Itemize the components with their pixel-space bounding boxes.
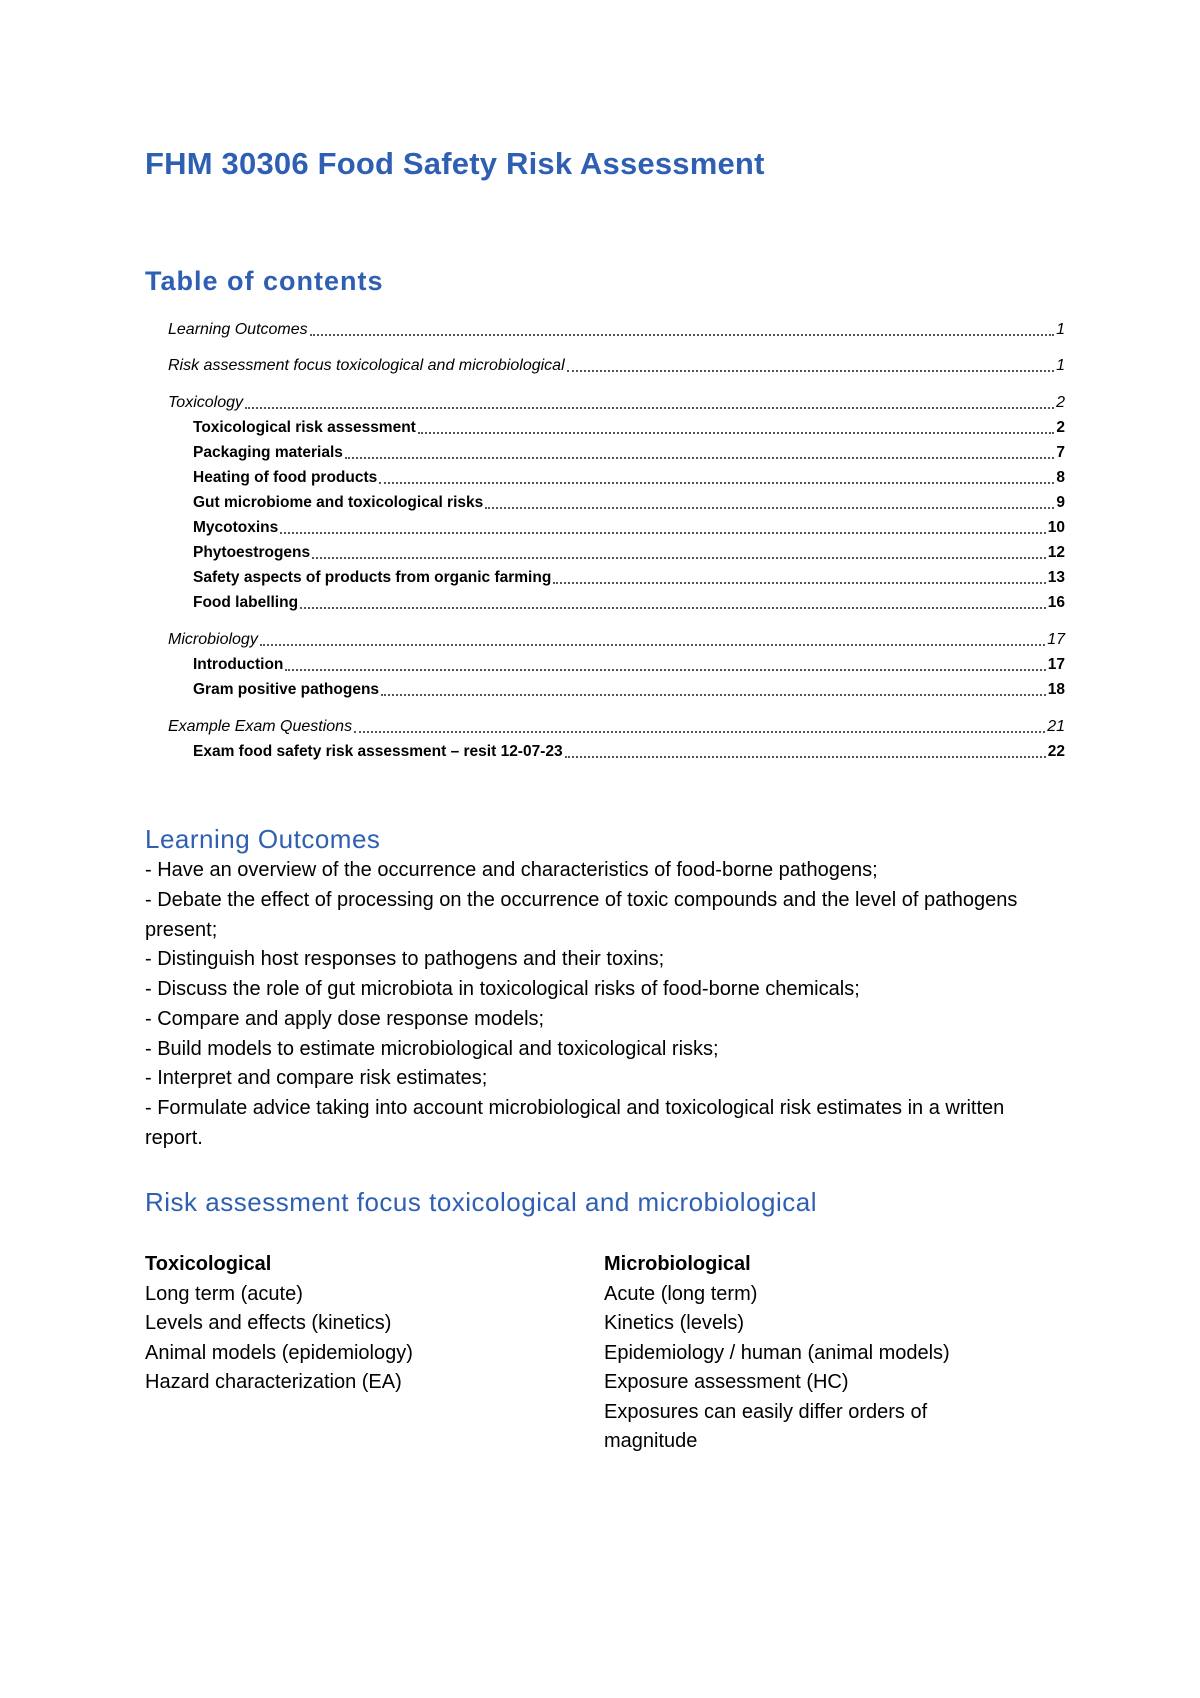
microbiological-line: Kinetics (levels) xyxy=(604,1312,745,1334)
toc-entry-page: 10 xyxy=(1047,519,1065,536)
toxicological-line: Long term (acute) xyxy=(145,1282,303,1305)
learning-outcome-item: - Discuss the role of gut microbiota in toxicological risks of food-borne chemicals; xyxy=(145,978,860,1000)
document-title: FHM 30306 Food Safety Risk Assessment xyxy=(145,146,765,181)
toc-entry-food-labelling[interactable] xyxy=(193,592,1065,614)
toc-leader-dots xyxy=(245,407,1054,409)
toxicological-line: Hazard characterization (EA) xyxy=(145,1371,402,1393)
toc-entry-page: 12 xyxy=(1047,544,1065,561)
toc-entry-heating-of-food-products[interactable] xyxy=(193,467,1065,489)
learning-outcome-item: - Formulate advice taking into account microbiological and toxicological risk estimates in a written report. xyxy=(145,1097,1005,1149)
microbiological-line: Exposure assessment (HC) xyxy=(604,1371,849,1393)
toc-leader-dots xyxy=(553,582,1045,584)
toxicological-title: Toxicological xyxy=(145,1253,272,1275)
toc-leader-dots xyxy=(312,557,1046,559)
toc-leader-dots xyxy=(280,532,1045,534)
toc-leader-dots xyxy=(300,607,1046,609)
toc-entry-page: 16 xyxy=(1047,594,1065,611)
toc-entry-label: Packaging materials xyxy=(193,444,343,461)
toc-entry-page: 9 xyxy=(1056,494,1065,511)
toc-entry-phytoestrogens[interactable] xyxy=(193,542,1065,564)
risk-focus-heading: Risk assessment focus toxicological and microbiological xyxy=(145,1187,818,1217)
toc-entry-toxicological-risk-assessment[interactable] xyxy=(193,417,1065,439)
toc-entry-label: Microbiology xyxy=(168,631,258,648)
microbiological-column xyxy=(604,1250,1024,1457)
toc-entry-label: Exam food safety risk assessment – resit 12-07-23 xyxy=(193,743,563,760)
toc-entry-gram-positive-pathogens[interactable] xyxy=(193,679,1065,701)
toc-leader-dots xyxy=(310,334,1054,336)
toc-entry-label: Gut microbiome and toxicological risks xyxy=(193,494,484,511)
toc-entry-page: 1 xyxy=(1056,321,1065,338)
toc-leader-dots xyxy=(260,644,1045,646)
toc-entry-gut-microbiome[interactable] xyxy=(193,492,1065,514)
toc-leader-dots xyxy=(567,370,1054,372)
toc-leader-dots xyxy=(418,432,1055,434)
toc-leader-dots xyxy=(285,669,1045,671)
toc-leader-dots xyxy=(381,694,1046,696)
toc-entry-label: Toxicology xyxy=(168,394,244,411)
toc-entry-organic-farming[interactable] xyxy=(193,567,1065,589)
toc-leader-dots xyxy=(565,756,1046,758)
learning-outcome-item: - Build models to estimate microbiological and toxicological risks; xyxy=(145,1038,719,1060)
learning-outcome-item: - Distinguish host responses to pathogens and their toxins; xyxy=(145,948,665,970)
microbiological-line: Acute (long term) xyxy=(604,1282,758,1305)
toc-entry-page: 1 xyxy=(1056,357,1065,374)
toc-entry-packaging-materials[interactable] xyxy=(193,442,1065,464)
toc-entry-label: Food labelling xyxy=(193,594,299,611)
toc-entry-label: Example Exam Questions xyxy=(168,718,353,735)
toc-leader-dots xyxy=(485,507,1054,509)
toc-entry-page: 21 xyxy=(1047,718,1065,735)
toc-leader-dots xyxy=(379,482,1054,484)
toc-entry-learning-outcomes[interactable] xyxy=(168,319,1065,341)
toc-entry-label: Introduction xyxy=(193,656,284,673)
toxicological-line: Animal models (epidemiology) xyxy=(145,1341,413,1364)
toc-entry-label: Safety aspects of products from organic farming xyxy=(193,569,552,586)
toc-entry-exam-resit[interactable] xyxy=(193,741,1065,763)
microbiological-line: Epidemiology / human (animal models) xyxy=(604,1341,950,1364)
toc-entry-introduction[interactable] xyxy=(193,654,1065,676)
toc-entry-label: Heating of food products xyxy=(193,469,378,486)
toc-entry-page: 8 xyxy=(1056,469,1065,486)
toc-entry-mycotoxins[interactable] xyxy=(193,517,1065,539)
learning-outcome-item: - Debate the effect of processing on the occurrence of toxic compounds and the level of pathogens present; xyxy=(145,889,1018,941)
toc-entry-page: 2 xyxy=(1056,394,1065,411)
toc-entry-toxicology[interactable] xyxy=(168,392,1065,414)
toc-entry-page: 17 xyxy=(1047,656,1065,673)
toc-leader-dots xyxy=(354,731,1045,733)
learning-outcome-item: - Interpret and compare risk estimates; xyxy=(145,1067,488,1089)
toc-entry-page: 18 xyxy=(1047,681,1065,698)
learning-outcome-item: - Compare and apply dose response models; xyxy=(145,1008,545,1030)
toc-entry-label: Phytoestrogens xyxy=(193,544,311,561)
microbiological-title: Microbiological xyxy=(604,1253,751,1275)
toc-entry-page: 13 xyxy=(1047,569,1065,586)
toxicological-line: Levels and effects (kinetics) xyxy=(145,1312,392,1334)
toc-entry-example-exam-questions[interactable] xyxy=(168,716,1065,738)
toc-entry-label: Gram positive pathogens xyxy=(193,681,380,698)
toc-leader-dots xyxy=(345,457,1054,459)
toc-entry-microbiology[interactable] xyxy=(168,629,1065,651)
toc-entry-page: 17 xyxy=(1047,631,1065,648)
toxicological-column xyxy=(145,1250,565,1398)
toc-entry-label: Toxicological risk assessment xyxy=(193,419,416,436)
toc-entry-label: Risk assessment focus toxicological and microbiological xyxy=(168,357,565,374)
toc-entry-page: 2 xyxy=(1056,419,1065,436)
toc-heading: Table of contents xyxy=(145,266,384,296)
learning-outcome-item: - Have an overview of the occurrence and characteristics of food-borne pathogens; xyxy=(145,859,878,881)
toc-entry-page: 22 xyxy=(1047,743,1065,760)
microbiological-line: Exposures can easily differ orders of magnitude xyxy=(604,1400,928,1452)
toc-entry-label: Learning Outcomes xyxy=(168,321,308,338)
toc-entry-label: Mycotoxins xyxy=(193,519,279,536)
toc-entry-risk-assessment-focus[interactable] xyxy=(168,355,1065,377)
learning-outcomes-heading: Learning Outcomes xyxy=(145,824,381,854)
toc-entry-page: 7 xyxy=(1056,444,1065,461)
